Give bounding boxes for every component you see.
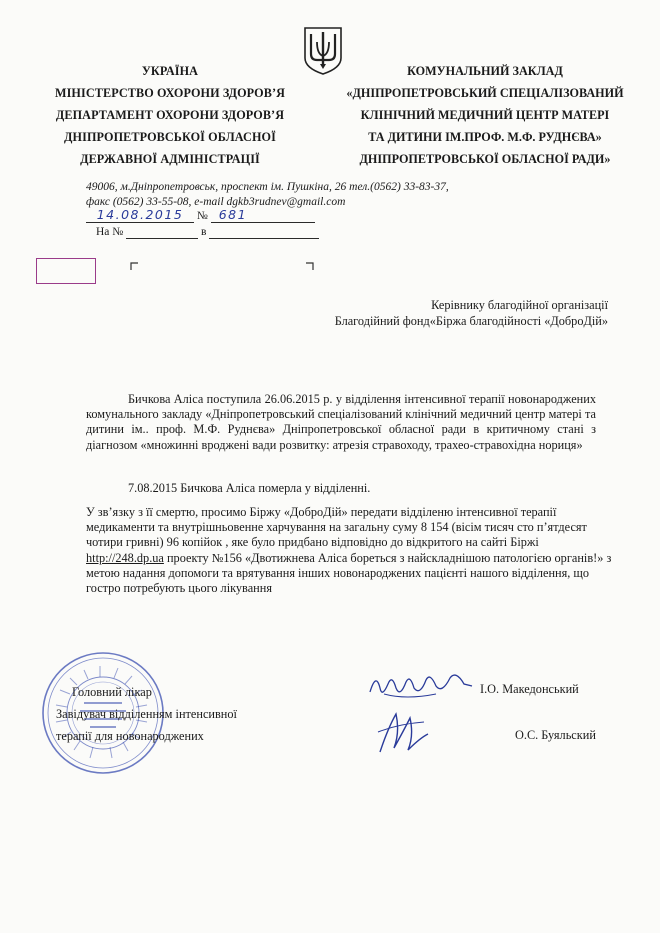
outgoing-number: 681 <box>218 207 248 222</box>
header-right-line: ДНІПРОПЕТРОВСЬКОЇ ОБЛАСНОЇ РАДИ» <box>359 152 611 166</box>
ministry-header <box>30 60 310 170</box>
recipient-block <box>335 297 608 329</box>
recipient-line: Керівнику благодійної організації <box>431 298 608 312</box>
incoming-from-label: в <box>201 226 207 238</box>
header-left-line: УКРАЇНА <box>141 64 199 78</box>
header-left-line: ДЕПАРТАМЕНТ ОХОРОНИ ЗДОРОВ’Я <box>55 108 285 122</box>
address-line: 49006, м.Дніпропетровськ, проспект ім. Пушкіна, 26 тел.(0562) 33-83-37, <box>86 181 449 193</box>
outgoing-reference <box>86 207 315 223</box>
incoming-label: На № <box>96 226 124 238</box>
incoming-reference <box>96 226 319 239</box>
paragraph-3-text-end: проекту №156 «Двотижнева Аліса бореться з найскладнішою патологією органів!» з метою надання допомоги та врятування інших новонароджених пацієнті нашого відділення, що гостро потребують цього лікування <box>86 550 612 596</box>
header-left-line: МІНІСТЕРСТВО ОХОРОНИ ЗДОРОВ’Я <box>54 86 286 100</box>
head-of-department-name: О.С. Буяльский <box>515 728 596 742</box>
chief-doctor-title: Головний лікар <box>72 685 152 699</box>
corner-mark-left <box>130 262 138 270</box>
outgoing-date: 14.08.2015 <box>96 207 184 222</box>
outgoing-number-field <box>211 207 315 223</box>
signature-head-of-department <box>374 708 434 756</box>
chief-doctor-name: І.О. Македонський <box>480 682 579 696</box>
address-line: факс (0562) 33-55-08, e-mail dgkb3rudnev@gmail.com <box>86 196 346 208</box>
number-label: № <box>196 210 208 222</box>
body-paragraph-2: 7.08.2015 Бичкова Аліса померла у відділенні. <box>128 481 371 495</box>
corner-mark-right <box>306 262 314 270</box>
header-right-line: КОМУНАЛЬНИЙ ЗАКЛАД <box>407 64 563 78</box>
outgoing-date-field <box>86 207 194 223</box>
institution-header <box>330 60 640 170</box>
header-right-line: «ДНІПРОПЕТРОВСЬКИЙ СПЕЦІАЛІЗОВАНИЙ <box>346 86 624 100</box>
project-site-link[interactable]: http://248.dp.ua <box>86 550 164 565</box>
header-left-line: ДЕРЖАВНОЇ АДМІНІСТРАЦІЇ <box>80 152 260 166</box>
body-paragraph-3 <box>86 505 616 596</box>
header-left-line: ДНІПРОПЕТРОВСЬКОЇ ОБЛАСНОЇ <box>64 130 276 144</box>
signature-chief-doctor <box>366 664 476 704</box>
institution-address <box>86 180 449 210</box>
incoming-number-field <box>126 226 198 239</box>
incoming-date-field <box>209 226 319 239</box>
recipient-line: Благодійний фонд«Біржа благодійності «ДоброДій» <box>334 314 608 328</box>
head-of-department-title: Завідувач відділенням інтенсивної <box>56 707 237 721</box>
department-title-continued: терапії для новонароджених <box>56 729 204 743</box>
body-paragraph-1: Бичкова Аліса поступила 26.06.2015 р. у відділення інтенсивної терапії новонароджених комунального закладу «Дніпропетровський спеціалізований клінічний медичний центр матері та дитини ім.. проф. М.Ф. Руднєва» Дніпропетровської обласної ради в критичному стані з діагнозом «множинні вроджені вади розвитку: атрезія стравоходу, трахео-стравохідна нориця» <box>86 392 596 452</box>
header-right-line: КЛІНІЧНИЙ МЕДИЧНИЙ ЦЕНТР МАТЕРІ <box>360 108 610 122</box>
paragraph-3-text: У зв’язку з її смертю, просимо Біржу «ДоброДій» передати відділеню інтенсивної терапії медикаменти та внутрішньовенне харчування на загальну суму 8 154 (вісім тисяч сто п’ятдесят чотири гривні) 96 копійок , яке було придбано відповідно до відкритого на сайті Біржі <box>86 505 587 550</box>
registration-box <box>36 258 96 284</box>
header-right-line: ТА ДИТИНИ ІМ.ПРОФ. М.Ф. РУДНЄВА» <box>368 130 602 144</box>
